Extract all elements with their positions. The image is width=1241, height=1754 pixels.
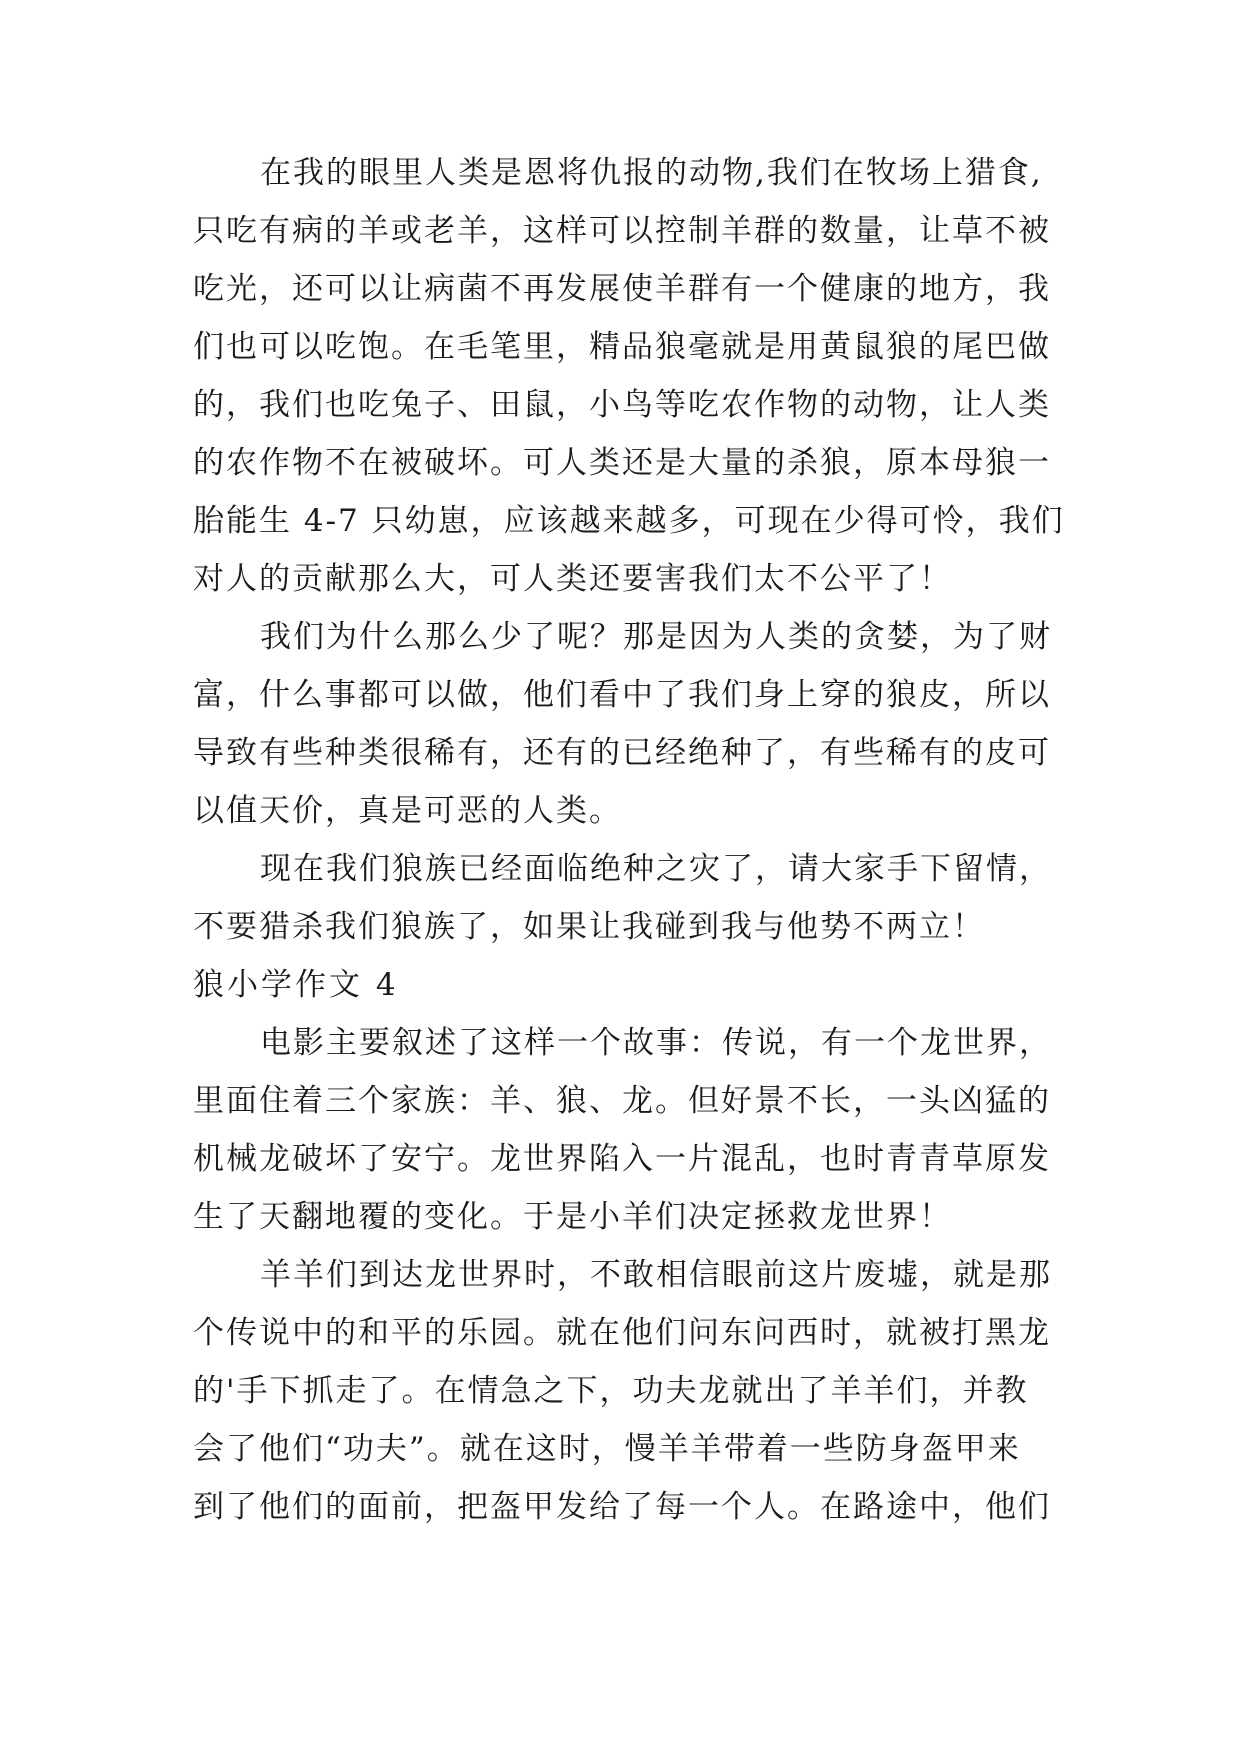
text-line: 机械龙破坏了安宁。龙世界陷入一片混乱，也时青青草原发: [193, 1141, 1051, 1177]
text-line: 的'手下抓走了。在情急之下，功夫龙就出了羊羊们，并教: [193, 1373, 1029, 1409]
text-line: 们也可以吃饱。在毛笔里，精品狼毫就是用黄鼠狼的尾巴做: [193, 329, 1051, 365]
text-line: 导致有些种类很稀有，还有的已经绝种了，有些稀有的皮可: [193, 735, 1051, 771]
text-line: 对人的贡献那么大，可人类还要害我们太不公平了！: [193, 561, 952, 597]
text-line: 电影主要叙述了这样一个故事：传说，有一个龙世界，: [260, 1025, 1052, 1061]
text-line: 的，我们也吃兔子、田鼠，小鸟等吃农作物的动物，让人类: [193, 387, 1051, 423]
text-line: 里面住着三个家族：羊、狼、龙。但好景不长，一头凶猛的: [193, 1083, 1051, 1119]
section-heading: 狼小学作文 4: [193, 967, 399, 1003]
text-line: 到了他们的面前，把盔甲发给了每一个人。在路途中，他们: [193, 1489, 1051, 1525]
text-line: 会了他们“功夫”。就在这时，慢羊羊带着一些防身盔甲来: [193, 1431, 1021, 1467]
text-line: 以值天价，真是可恶的人类。: [193, 793, 622, 829]
text-line: 富，什么事都可以做，他们看中了我们身上穿的狼皮，所以: [193, 677, 1051, 713]
text-line: 只吃有病的羊或老羊，这样可以控制羊群的数量，让草不被: [193, 213, 1051, 249]
text-line: 的农作物不在被破坏。可人类还是大量的杀狼，原本母狼一: [193, 445, 1051, 481]
text-line: 不要猎杀我们狼族了，如果让我碰到我与他势不两立！: [193, 909, 985, 945]
text-line: 个传说中的和平的乐园。就在他们问东问西时，就被打黑龙: [193, 1315, 1051, 1351]
text-line: 羊羊们到达龙世界时，不敢相信眼前这片废墟，就是那: [260, 1257, 1052, 1293]
text-line: 我们为什么那么少了呢？那是因为人类的贪婪，为了财: [260, 619, 1052, 655]
text-line: 现在我们狼族已经面临绝种之灾了，请大家手下留情，: [260, 851, 1052, 887]
text-line: 胎能生 4-7 只幼崽，应该越来越多，可现在少得可怜，我们: [193, 503, 1065, 539]
text-line: 在我的眼里人类是恩将仇报的动物,我们在牧场上猎食,: [260, 155, 1043, 191]
text-line: 吃光，还可以让病菌不再发展使羊群有一个健康的地方，我: [193, 271, 1051, 307]
text-line: 生了天翻地覆的变化。于是小羊们决定拯救龙世界！: [193, 1199, 952, 1235]
